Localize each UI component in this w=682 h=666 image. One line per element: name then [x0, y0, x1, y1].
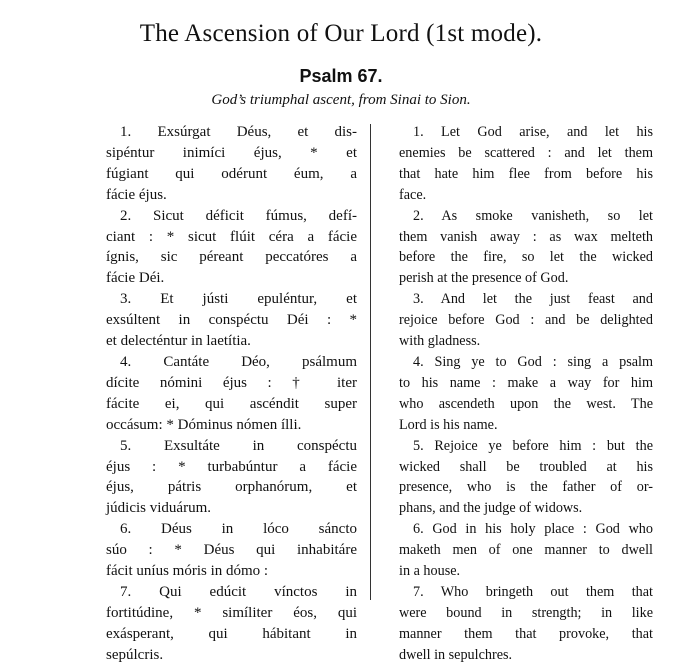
- latin-verse-line: 2. Sicut déficit fúmus, defí-: [120, 207, 357, 224]
- english-verse-line: 1. Let God arise, and let his: [413, 124, 653, 140]
- english-verse-line: who ascendeth upon the west. The: [399, 395, 653, 412]
- latin-verse-line: ígnis, sic péreant peccatóres a: [106, 249, 357, 266]
- english-verse-4: [385, 352, 653, 436]
- english-verse-line: with gladness.: [399, 333, 481, 350]
- latin-verse-2: [92, 206, 357, 290]
- latin-verse-line: súo : * Déus qui inhabitáre: [106, 542, 357, 559]
- latin-verse-line: fácite ei, qui ascéndit super: [106, 395, 357, 412]
- english-verse-line: that hate him flee from before his: [399, 165, 653, 182]
- english-verse-line: 6. God in his holy place : God who: [413, 521, 653, 538]
- latin-verse-line: exsúltent in conspéctu Déi : *: [106, 312, 357, 329]
- english-verse-3: [385, 289, 653, 352]
- latin-verse-line: 1. Exsúrgat Déus, et dis-: [120, 124, 357, 140]
- latin-verse-line: éjus, pátris orphanórum, et: [106, 479, 357, 496]
- english-verse-line: them vanish away : as wax melteth: [399, 228, 653, 245]
- english-verse-5: [385, 436, 653, 520]
- english-verse-line: enemies be scattered : and let them: [399, 144, 653, 161]
- page-title: The Ascension of Our Lord (1st mode).: [139, 20, 543, 47]
- latin-column: [92, 122, 357, 666]
- latin-verse-line: fácit uníus móris in dómo :: [106, 563, 269, 580]
- latin-verse-line: dícite nómini éjus : † iter: [106, 374, 357, 391]
- latin-verse-4: [92, 352, 357, 436]
- english-verse-line: in a house.: [399, 563, 461, 580]
- english-verse-1: [385, 122, 653, 206]
- english-verse-line: phans, and the judge of widows.: [399, 500, 583, 517]
- english-verse-line: rejoice before God : and be delighted: [399, 312, 653, 329]
- english-verse-line: wicked shall be troubled at his: [399, 458, 653, 475]
- latin-verse-line: 3. Et jústi epuléntur, et: [120, 291, 357, 308]
- english-verse-line: before the fire, so let the wicked: [399, 249, 653, 266]
- latin-verse-line: 6. Déus in lóco sáncto: [120, 521, 357, 538]
- latin-verse-1: [92, 122, 357, 206]
- latin-verse-line: ciant : * sicut flúit céra a fácie: [106, 228, 357, 245]
- english-verse-2: [385, 206, 653, 290]
- english-verse-line: 2. As smoke vanisheth, so let: [413, 207, 653, 224]
- latin-verse-line: fácie Déi.: [106, 270, 165, 287]
- english-verse-line: 3. And let the just feast and: [413, 291, 653, 308]
- latin-verse-line: exásperant, qui hábitant in: [106, 625, 357, 642]
- latin-verse-line: 4. Cantáte Déo, psálmum: [120, 353, 357, 370]
- latin-verse-line: fácie éjus.: [106, 186, 167, 203]
- latin-verse-line: 5. Exsultáte in conspéctu: [120, 437, 357, 454]
- english-verse-line: maketh men of one manner to dwell: [399, 542, 653, 559]
- psalm-subtitle: God’s triumphal ascent, from Sinai to Sion.: [211, 92, 471, 108]
- latin-verse-3: [92, 289, 357, 352]
- english-verse-line: 7. Who bringeth out them that: [413, 583, 653, 600]
- english-verse-6: [385, 519, 653, 582]
- latin-verse-5: [92, 436, 357, 520]
- english-verse-line: presence, who is the father of or-: [399, 479, 653, 496]
- latin-verse-line: et delecténtur in laetítia.: [106, 333, 251, 350]
- english-verse-line: 4. Sing ye to God : sing a psalm: [413, 353, 653, 370]
- latin-verse-line: 7. Qui edúcit vínctos in: [120, 583, 357, 600]
- latin-verse-line: fúgiant qui odérunt éum, a: [106, 165, 357, 182]
- latin-verse-line: occásum: * Dóminus nómen ílli.: [106, 416, 302, 433]
- latin-verse-line: sepúlcris.: [106, 646, 164, 663]
- latin-verse-line: sipéntur inimíci éjus, * et: [106, 144, 357, 161]
- column-divider: [370, 124, 371, 600]
- english-verse-line: Lord is his name.: [399, 416, 498, 433]
- english-verse-line: were bound in strength; in like: [399, 604, 653, 621]
- psalm-heading: Psalm 67.: [299, 66, 383, 86]
- english-verse-line: to his name : make a way for him: [399, 374, 653, 391]
- latin-verse-line: fortitúdine, * simíliter éos, qui: [106, 604, 357, 621]
- latin-verse-line: éjus : * turbabúntur a fácie: [106, 458, 357, 475]
- latin-verse-7: [92, 582, 357, 666]
- english-verse-line: face.: [399, 186, 427, 203]
- english-column: [385, 122, 653, 666]
- english-verse-7: [385, 582, 653, 666]
- english-verse-line: perish at the presence of God.: [399, 270, 569, 287]
- english-verse-line: dwell in sepulchres.: [399, 646, 513, 663]
- latin-verse-6: [92, 519, 357, 582]
- english-verse-line: 5. Rejoice ye before him : but the: [413, 437, 653, 454]
- latin-verse-line: júdicis viduárum.: [106, 500, 211, 517]
- english-verse-line: manner them that provoke, that: [399, 625, 653, 642]
